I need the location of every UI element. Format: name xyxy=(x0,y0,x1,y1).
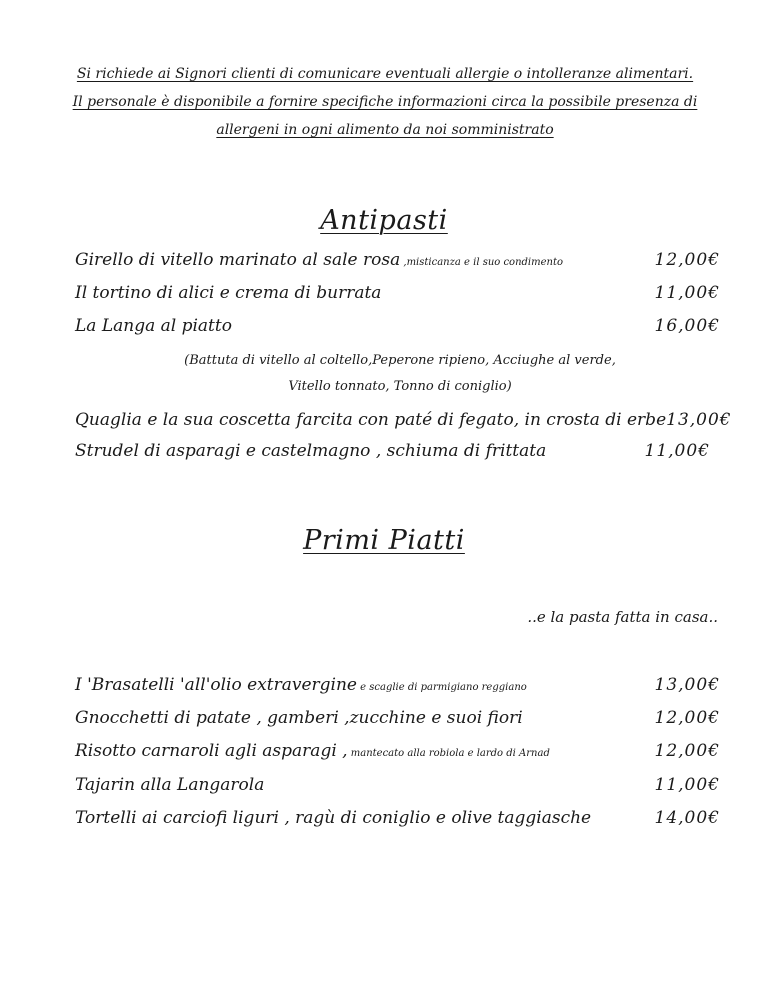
langa-note-line-1: (Battuta di vitello al coltello,Peperone ripieno, Acciughe al verde, xyxy=(184,353,616,368)
item-detail: e scaglie di parmigiano reggiano xyxy=(356,682,527,693)
item-name: Il tortino di alici e crema di burrata xyxy=(75,283,382,303)
notice-line-2: Il personale è disponibile a fornire specifiche informazioni circa la possibile presenza di xyxy=(72,94,698,110)
section-title-antipasti: Antipasti xyxy=(320,205,448,236)
item-price: 11,00€ xyxy=(654,775,720,795)
menu-item xyxy=(75,410,732,440)
menu-item xyxy=(75,775,720,805)
allergen-notice xyxy=(40,60,730,144)
item-name: Girello di vitello marinato al sale rosa xyxy=(75,250,401,270)
menu-item xyxy=(75,283,720,313)
item-name: Gnocchetti di patate , gamberi ,zucchine e suoi fiori xyxy=(75,708,523,728)
item-price: 12,00€ xyxy=(654,741,720,761)
item-price: 13,00€ xyxy=(654,675,720,695)
menu-item xyxy=(75,741,720,771)
menu-item xyxy=(75,675,720,705)
item-name: Risotto carnaroli agli asparagi , xyxy=(75,741,348,761)
item-price: 16,00€ xyxy=(654,316,720,336)
item-name: Strudel di asparagi e castelmagno , schiuma di frittata xyxy=(75,441,547,461)
item-price: 13,00€ xyxy=(666,410,732,430)
notice-line-3: allergeni in ogni alimento da noi somministrato xyxy=(216,122,554,138)
notice-line-1: Si richiede ai Signori clienti di comunicare eventuali allergie o intolleranze alimentari. xyxy=(76,66,694,82)
item-name: I 'Brasatelli 'all'olio extravergine xyxy=(75,675,357,695)
menu-item xyxy=(75,708,720,738)
item-price: 11,00€ xyxy=(654,283,720,303)
item-price: 14,00€ xyxy=(654,808,720,828)
menu-item xyxy=(75,441,710,471)
item-name: La Langa al piatto xyxy=(75,316,232,336)
item-name: Tortelli ai carciofi liguri , ragù di coniglio e olive taggiasche xyxy=(75,808,592,828)
menu-item xyxy=(75,250,720,280)
section-title-primi: Primi Piatti xyxy=(303,525,465,556)
item-name: Quaglia e la sua coscetta farcita con paté di fegato, in crosta di erbe xyxy=(75,410,667,430)
langa-note xyxy=(100,348,700,400)
langa-note-line-2: Vitello tonnato, Tonno di coniglio) xyxy=(288,379,512,394)
pasta-tagline: ..e la pasta fatta in casa.. xyxy=(527,608,718,626)
item-detail: ,misticanza e il suo condimento xyxy=(400,257,564,268)
item-detail: mantecato alla robiola e lardo di Arnad xyxy=(347,748,550,759)
item-name: Tajarin alla Langarola xyxy=(75,775,265,795)
menu-item xyxy=(75,808,720,838)
item-price: 12,00€ xyxy=(654,708,720,728)
item-price: 12,00€ xyxy=(654,250,720,270)
menu-item xyxy=(75,316,720,346)
item-price: 11,00€ xyxy=(644,441,710,461)
